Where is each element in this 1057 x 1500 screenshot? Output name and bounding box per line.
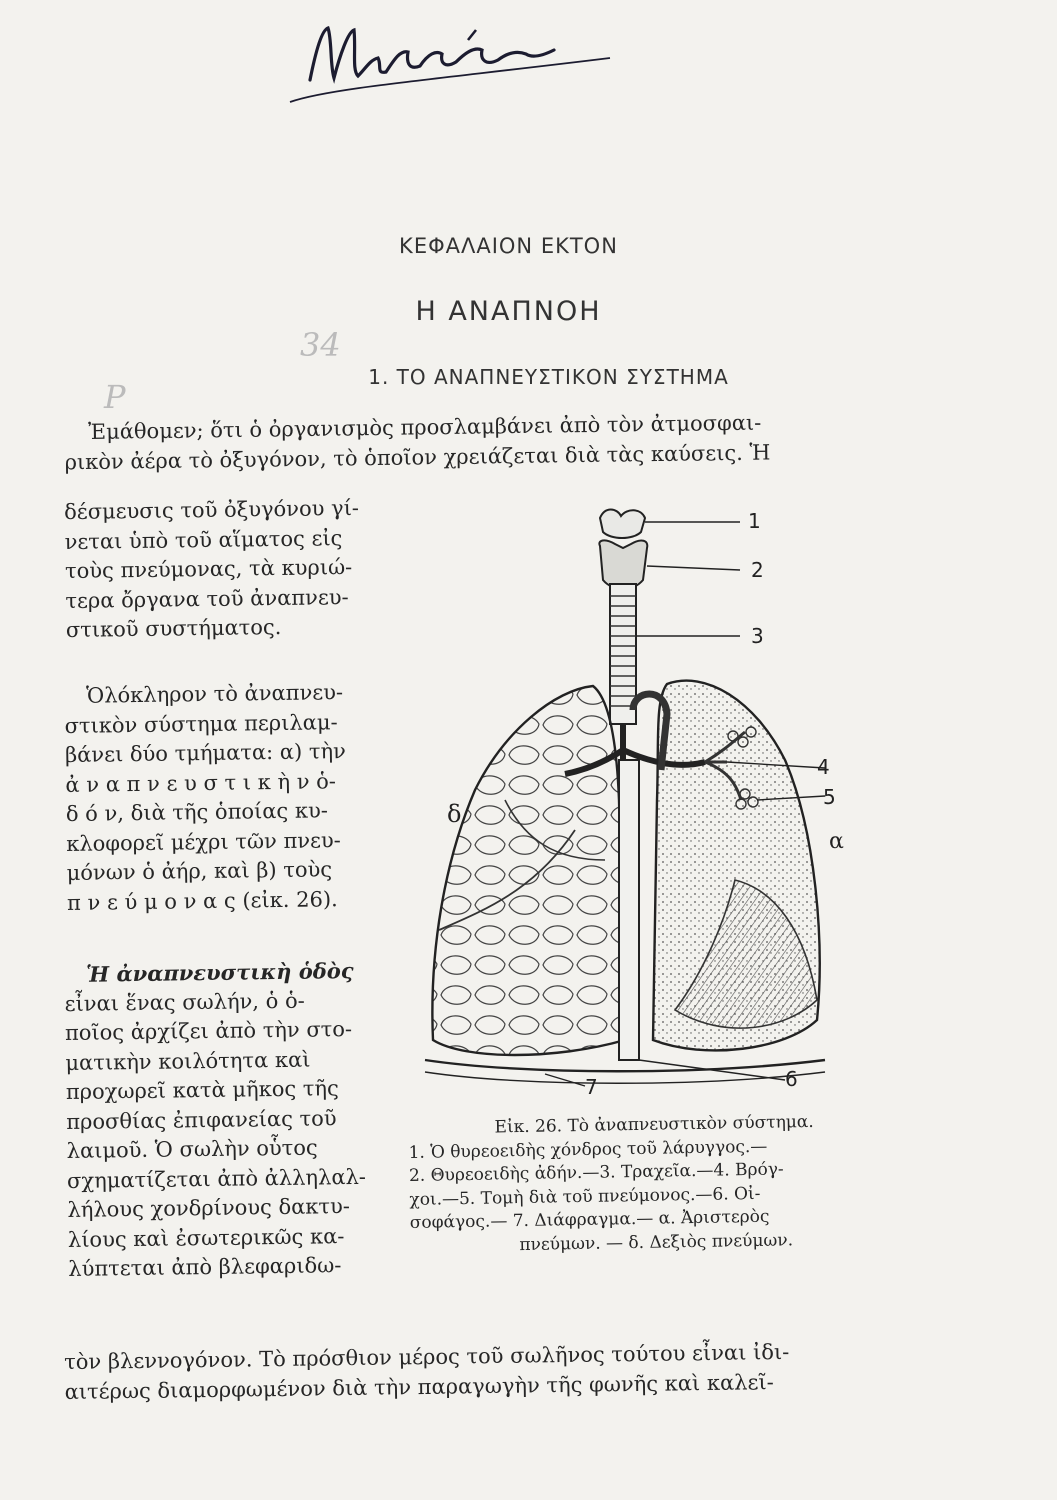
figure-label-4: 4	[817, 755, 830, 779]
text-line: στικοῦ συστήματος.	[65, 614, 282, 642]
paragraph-1-column	[64, 494, 361, 646]
text-line: μόνων ὁ ἀήρ, καὶ β) τοὺς	[66, 857, 333, 885]
caption-line: σοφάγος.— 7. Διάφραγμα.— α. Ἀριστερὸς	[409, 1206, 770, 1233]
text-line: αιτέρως διαμορφωμένον διὰ τὴν παραγωγὴν τῆς φωνῆς καὶ καλεῖ-	[64, 1369, 774, 1404]
text-line: εἶναι ἕνας σωλήν, ὁ ὁ-	[64, 988, 305, 1016]
section-heading: 1. ΤΟ ΑΝΑΠΝΕΥΣΤΙΚΟΝ ΣΥΣΤΗΜΑ	[368, 365, 729, 389]
text-line: νεται ὑπὸ τοῦ αἵματος εἰς	[64, 525, 343, 554]
text-line: προσθίας ἐπιφανείας τοῦ	[66, 1105, 337, 1134]
caption-line: 2. Θυρεοειδὴς ἀδήν.—3. Τραχεῖα.—4. Βρόγ-	[408, 1159, 784, 1186]
text-line: λίους καὶ ἐσωτερικῶς κα-	[67, 1223, 345, 1252]
text-line: λύπτεται ἀπὸ βλεφαριδω-	[68, 1253, 342, 1281]
text-line: προχωρεῖ κατὰ μῆκος τῆς	[65, 1076, 339, 1104]
handwritten-signature	[270, 10, 630, 120]
caption-line: πνεύμων. — δ. Δεξιὸς πνεύμων.	[519, 1229, 794, 1255]
text-line: Ἐμάθομεν; ὅτι ὁ ὀργανισμὸς προσλαμβάνει ἀπὸ τὸν ἀτμοσφαι-	[88, 410, 762, 444]
figure-label-3: 3	[751, 624, 764, 648]
text-line: τὸν βλεννογόνον. Τὸ πρόσθιον μέρος τοῦ σωλῆνος τούτου εἶναι ἰδι-	[64, 1339, 790, 1374]
respiratory-system-figure	[405, 500, 844, 1110]
paragraph-1	[64, 408, 771, 477]
paragraph-2	[64, 678, 348, 918]
text-line: λαιμοῦ. Ὁ σωλὴν οὗτος	[66, 1135, 318, 1163]
leader-line-7	[545, 1074, 585, 1086]
text-line: δέσμευσις τοῦ ὀξυγόνου γί-	[64, 495, 360, 524]
figure-label-alpha: α	[829, 829, 844, 854]
thyroid-cartilage	[600, 510, 645, 539]
text-line: δ ό ν, διὰ τῆς ὁποίας κυ-	[65, 798, 329, 826]
text-line: ρικὸν ἀέρα τὸ ὀξυγόνον, τὸ ὁποῖον χρειάζεται διὰ τὰς καύσεις. Ἡ	[64, 439, 771, 474]
figure-label-5: 5	[823, 785, 836, 809]
text-line: κλοφορεῖ μέχρι τῶν πνευ-	[66, 827, 341, 856]
figure-caption	[408, 1109, 902, 1259]
pencil-margin-letter: P	[104, 378, 126, 416]
paragraph-3	[64, 956, 367, 1285]
right-lung	[432, 686, 625, 1055]
text-line: τοὺς πνεύμονας, τὰ κυριώ-	[64, 554, 353, 583]
figure-label-1: 1	[748, 509, 761, 533]
caption-line: χοι.—5. Τομὴ διὰ τοῦ πνεύμονος.—6. Οἰ-	[409, 1183, 761, 1210]
text-line: ποῖος ἀρχίζει ἀπὸ τὴν στο-	[64, 1016, 353, 1045]
text-line: λήλους χονδρίνους δακτυ-	[67, 1194, 351, 1222]
figure-label-delta: δ	[447, 800, 462, 828]
text-line: Ὁλόκληρον τὸ ἀναπνευ-	[86, 680, 344, 708]
pencil-page-number: 34	[300, 326, 341, 364]
chapter-label: ΚΕΦΑΛΑΙΟΝ ΕΚΤΟΝ	[399, 234, 618, 258]
figure-label-2: 2	[751, 558, 764, 582]
text-line: π ν ε ύ μ ο ν α ς (εἰκ. 26).	[66, 886, 338, 915]
text-line: σχηματίζεται ἀπὸ ἀλληλαλ-	[66, 1164, 367, 1193]
paragraph-3-full-width	[64, 1338, 790, 1407]
text-line: ματικὴν κοιλότητα καὶ	[65, 1047, 311, 1075]
text-line: ἀ ν α π ν ε υ σ τ ι κ ὴ ν ὁ-	[65, 768, 337, 797]
caption-line: 1. Ὁ θυρεοειδὴς χόνδρος τοῦ λάρυγγος.—	[408, 1136, 768, 1163]
figure-label-6: 6	[785, 1067, 798, 1091]
text-line: τερα ὄργανα τοῦ ἀναπνευ-	[65, 584, 349, 613]
text-line: στικὸν σύστημα περιλαμ-	[64, 709, 338, 738]
chapter-title: Η ΑΝΑΠΝΟΗ	[415, 296, 602, 327]
esophagus	[619, 760, 639, 1060]
caption-line: Εἰκ. 26. Τὸ ἀναπνευστικὸν σύστημα.	[494, 1111, 814, 1138]
text-line: βάνει δύο τμήματα: α) τὴν	[64, 739, 347, 767]
figure-label-7: 7	[585, 1075, 598, 1099]
paragraph-heading: Ἡ ἀναπνευστικὴ ὁδὸς	[86, 957, 354, 987]
leader-line-2	[647, 566, 740, 570]
diaphragm	[425, 1060, 825, 1071]
thyroid-gland	[599, 540, 647, 589]
